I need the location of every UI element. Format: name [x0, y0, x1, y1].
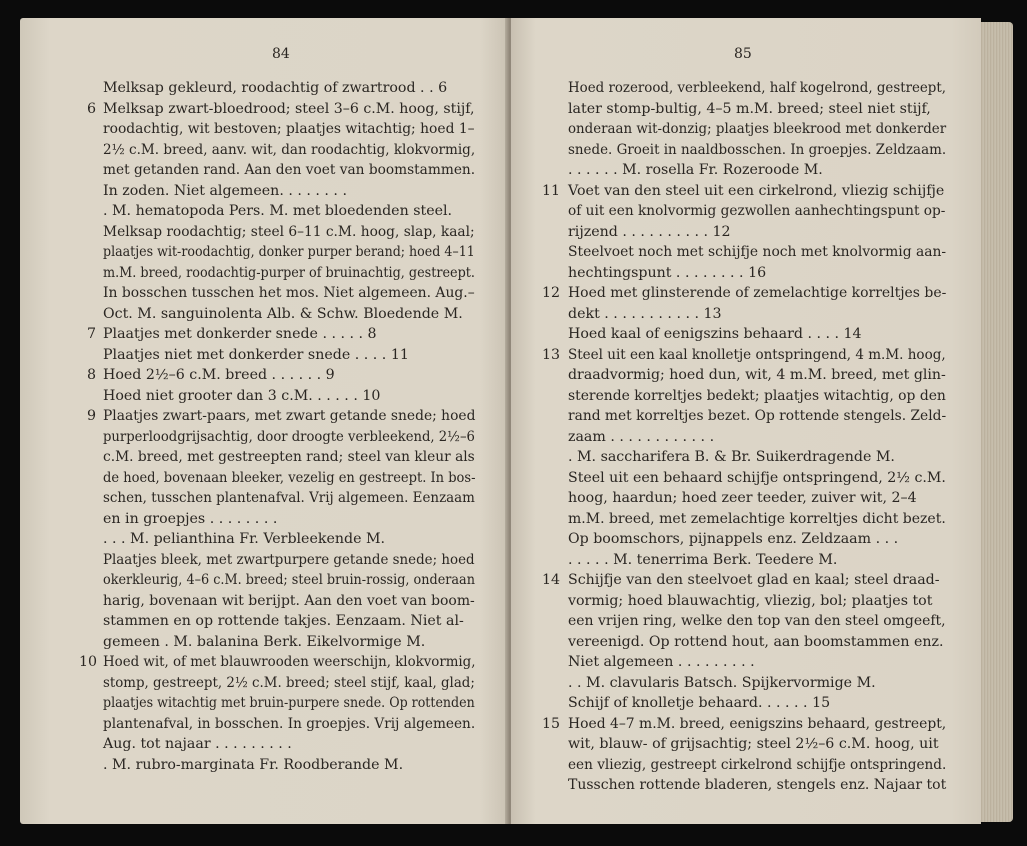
- text-line: Hoed niet grooter dan 3 c.M. . . . . . 10: [103, 387, 381, 404]
- text-line: . . . . . . M. rosella Fr. Rozeroode M.: [568, 162, 823, 178]
- text-line: een vliezig, gestreept cirkelrond schijfje ontspringend.: [568, 756, 947, 773]
- text-line: 2½ c.M. breed, aanv. wit, dan roodachtig, klokvormig,: [103, 141, 476, 158]
- text-line: een vrijen ring, welke den top van den steel omgeeft,: [568, 613, 946, 629]
- text-line: Steel uit een kaal knolletje ontspringend, 4 m.M. hoog,: [568, 346, 946, 363]
- text-line: In bosschen tusschen het mos. Niet algemeen. Aug.–: [103, 285, 475, 301]
- text-line: Hoed met glinsterende of zemelachtige korreltjes be-: [568, 285, 947, 301]
- text-line: onderaan wit-donzig; plaatjes bleekrood met donkerder: [568, 121, 947, 137]
- text-line: roodachtig, wit bestoven; plaatjes witachtig; hoed 1–: [103, 121, 475, 137]
- text-line: Plaatjes zwart-paars, met zwart getande snede; hoed: [103, 408, 476, 424]
- left-page: [20, 18, 510, 824]
- text-line: purperloodgrijsachtig, door droogte verbleekend, 2½–6: [103, 428, 475, 445]
- text-line: en in groepjes . . . . . . . .: [103, 510, 278, 527]
- entry-number: 10: [79, 654, 98, 670]
- text-line: zaam . . . . . . . . . . . .: [568, 428, 715, 445]
- text-line: Melksap roodachtig; steel 6–11 c.M. hoog, slap, kaal;: [103, 223, 475, 240]
- text-line: Op boomschors, pijnappels enz. Zeldzaam . . .: [568, 531, 899, 547]
- entry-number: 8: [87, 367, 97, 383]
- text-line: . . M. clavularis Batsch. Spijkervormige M.: [568, 674, 876, 691]
- text-line: stammen en op rottende takjes. Eenzaam. Niet al-: [103, 613, 464, 629]
- text-line: Melksap gekleurd, roodachtig of zwartrood . . 6: [103, 80, 448, 96]
- text-line: schen, tusschen plantenafval. Vrij algemeen. Eenzaam: [103, 490, 475, 506]
- text-line: Schijf of knolletje behaard. . . . . . 15: [568, 695, 831, 711]
- text-line: gemeen . M. balanina Berk. Eikelvormige M.: [103, 633, 426, 650]
- text-line: dekt . . . . . . . . . . . 13: [568, 305, 722, 322]
- text-line: Plaatjes niet met donkerder snede . . . . 11: [103, 346, 409, 363]
- text-line: hechtingspunt . . . . . . . . 16: [568, 264, 767, 281]
- text-line: Hoed 2½–6 c.M. breed . . . . . . 9: [103, 367, 335, 383]
- page-number-left: 84: [272, 46, 290, 62]
- text-line: Voet van den steel uit een cirkelrond, vliezig schijfje: [568, 182, 945, 199]
- text-line: Hoed kaal of eenigszins behaard . . . . 14: [568, 326, 862, 342]
- entry-number: 15: [542, 715, 561, 732]
- text-line: harig, bovenaan wit berijpt. Aan den voet van boom-: [103, 592, 475, 609]
- text-line: de hoed, bovenaan bleeker, vezelig en gestreept. In bos-: [103, 469, 476, 486]
- text-line: vereenigd. Op rottend hout, aan boomstammen enz.: [568, 633, 944, 650]
- text-line: In zoden. Niet algemeen. . . . . . . .: [103, 182, 347, 199]
- text-line: vormig; hoed blauwachtig, vliezig, bol; plaatjes tot: [568, 592, 933, 609]
- text-line: Oct. M. sanguinolenta Alb. & Schw. Bloedende M.: [103, 305, 463, 322]
- entry-number: 13: [542, 346, 561, 363]
- entry-number: 14: [542, 572, 561, 588]
- text-line: . M. hematopoda Pers. M. met bloedenden steel.: [103, 203, 453, 219]
- text-line: . . . . . M. tenerrima Berk. Teedere M.: [568, 551, 838, 568]
- text-line: plantenafval, in bosschen. In groepjes. Vrij algemeen.: [103, 715, 476, 732]
- text-line: rand met korreltjes bezet. Op rottende stengels. Zeld-: [568, 408, 947, 424]
- text-line: sterende korreltjes bedekt; plaatjes witachtig, op den: [568, 387, 946, 404]
- text-line: Plaatjes bleek, met zwartpurpere getande snede; hoed: [103, 551, 475, 568]
- text-line: . M. saccharifera B. & Br. Suikerdragende M.: [568, 449, 895, 465]
- entry-number: 12: [542, 285, 561, 301]
- text-line: okerkleurig, 4–6 c.M. breed; steel bruin-rossig, onderaan: [103, 572, 475, 588]
- right-page: [511, 18, 981, 824]
- text-line: of uit een knolvormig gezwollen aanhechtingspunt op-: [568, 203, 946, 219]
- text-line: hoog, haardun; hoed zeer teeder, zuiver wit, 2–4: [568, 490, 917, 506]
- text-line: Hoed rozerood, verbleekend, half kogelrond, gestreept,: [568, 80, 946, 96]
- text-line: draadvormig; hoed dun, wit, 4 m.M. breed, met glin-: [568, 367, 946, 383]
- entry-number: 7: [87, 326, 97, 342]
- text-line: . . . M. pelianthina Fr. Verbleekende M.: [103, 531, 386, 547]
- text-line: Hoed wit, of met blauwrooden weerschijn, klokvormig,: [103, 654, 476, 670]
- text-line: rijzend . . . . . . . . . . 12: [568, 223, 731, 240]
- entry-number: 11: [542, 182, 561, 199]
- page-edges: [981, 22, 1013, 822]
- text-line: m.M. breed, roodachtig-purper of bruinachtig, gestreept.: [103, 264, 475, 281]
- text-line: . M. rubro-marginata Fr. Roodberande M.: [103, 756, 404, 773]
- text-line: Tusschen rottende bladeren, stengels enz. Najaar tot: [568, 777, 947, 793]
- entry-number: 6: [87, 100, 97, 117]
- text-line: plaatjes wit-roodachtig, donker purper berand; hoed 4–11: [103, 244, 475, 260]
- text-line: Niet algemeen . . . . . . . . .: [568, 654, 755, 670]
- page-number-right: 85: [734, 46, 752, 62]
- text-line: met getanden rand. Aan den voet van boomstammen.: [103, 162, 476, 178]
- text-line: Melksap zwart-bloedrood; steel 3–6 c.M. hoog, stijf,: [103, 100, 475, 117]
- text-line: stomp, gestreept, 2½ c.M. breed; steel stijf, kaal, glad;: [103, 674, 475, 691]
- text-line: snede. Groeit in naaldbosschen. In groepjes. Zeldzaam.: [568, 141, 947, 158]
- text-line: Schijfje van den steelvoet glad en kaal; steel draad-: [568, 572, 940, 588]
- text-line: wit, blauw- of grijsachtig; steel 2½–6 c.M. hoog, uit: [568, 736, 939, 752]
- text-line: Aug. tot najaar . . . . . . . . .: [103, 736, 292, 752]
- text-line: c.M. breed, met gestreepten rand; steel van kleur als: [103, 449, 475, 465]
- text-line: m.M. breed, met zemelachtige korreltjes dicht bezet.: [568, 510, 946, 527]
- entry-number: 9: [87, 408, 97, 424]
- text-line: Steelvoet noch met schijfje noch met knolvormig aan-: [568, 244, 947, 260]
- text-line: plaatjes witachtig met bruin-purpere snede. Op rottenden: [103, 695, 475, 711]
- text-line: Plaatjes met donkerder snede . . . . . 8: [103, 326, 377, 342]
- text-line: later stomp-bultig, 4–5 m.M. breed; steel niet stijf,: [568, 100, 931, 117]
- text-line: Steel uit een behaard schijfje ontspringend, 2½ c.M.: [568, 469, 946, 486]
- text-line: Hoed 4–7 m.M. breed, eenigszins behaard, gestreept,: [568, 715, 947, 732]
